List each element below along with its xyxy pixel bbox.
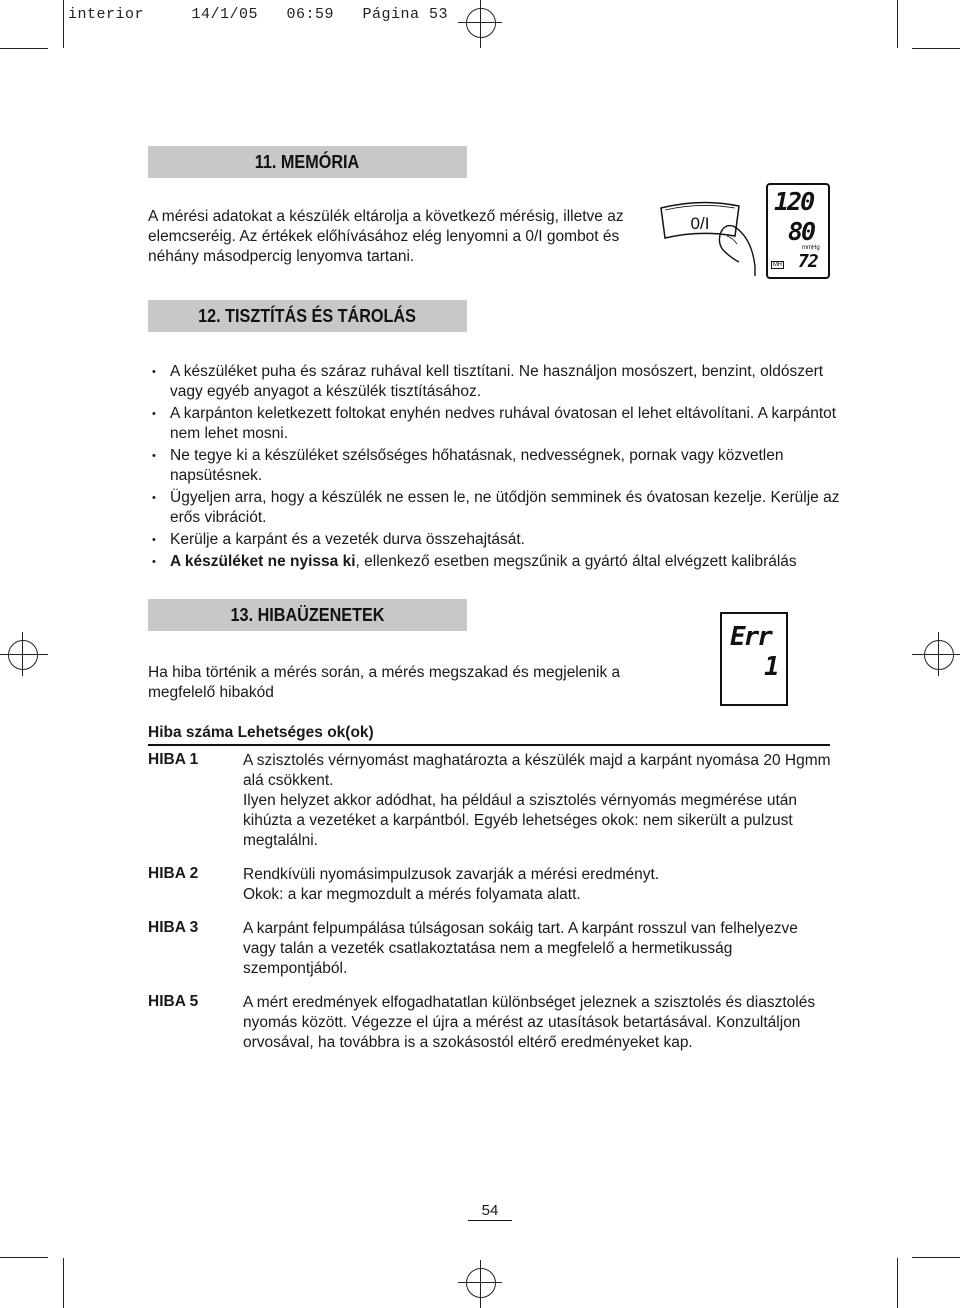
error-description	[243, 919, 833, 979]
list-item	[148, 552, 848, 572]
list-item: • Kerülje a karpánt és a vezeték durva összehajtását.	[148, 530, 848, 550]
table-divider	[148, 744, 830, 746]
memory-icon: MR	[773, 262, 783, 268]
warning-text: A készüléket ne nyissa ki	[170, 553, 356, 570]
error-line: A szisztolés vérnyomást maghatározta a készülék majd a karpánt nyomása 20 Hgmm alá csökkent.	[243, 752, 831, 789]
section-12-heading: 12. TISZTÍTÁS ÉS TÁROLÁS	[148, 300, 467, 332]
unit-label: mmHg	[802, 245, 820, 251]
print-slug: interior 14/1/05 06:59 Página 53	[68, 6, 449, 23]
cleaning-list	[148, 362, 848, 574]
error-line: Okok: a kar megmozdult a mérés folyamata alatt.	[243, 886, 581, 903]
error-line: Ilyen helyzet akkor adódhat, ha például a szisztolés vérnyomás megmérése után kihúzta a vezetéket a karpántból. Egyéb lehetséges okok: nem sikerült a pulzust megtalálni.	[243, 792, 797, 849]
registration-mark	[466, 8, 496, 38]
registration-mark	[466, 1268, 496, 1298]
section-13-heading: 13. HIBAÜZENETEK	[148, 599, 467, 631]
error-code: HIBA 3	[148, 919, 199, 936]
error-table-header: Hiba száma Lehetséges ok(ok)	[148, 724, 374, 741]
error-display	[720, 612, 788, 706]
systolic-reading: 120	[774, 187, 814, 216]
section-11-heading: 11. MEMÓRIA	[148, 146, 467, 178]
page-number: 54	[468, 1202, 512, 1221]
section-13-intro: Ha hiba történik a mérés során, a mérés megszakad és megjelenik a megfelelő hibakód	[148, 664, 621, 701]
lcd-display	[766, 183, 830, 279]
error-description	[243, 865, 833, 905]
button-label: 0/I	[690, 214, 710, 233]
error-code-number: 1	[764, 652, 780, 682]
list-item: • A készüléket puha és száraz ruhával kell tisztítani. Ne használjon mosószert, benzint, oldószert vagy egyéb anyagot a készülék tisztításához.	[148, 362, 848, 402]
diastolic-reading: 80	[788, 217, 815, 246]
registration-mark	[8, 640, 38, 670]
error-line: A mért eredmények elfogadhatatlan különbséget jeleznek a szisztolés és diasztolés nyomás között. Végezze el újra a mérést az utasítások betartásával. Konzultáljon orvosával, ha továbbra is a szokásostól eltérő eredményeket kap.	[243, 994, 816, 1051]
section-11-text: A mérési adatokat a készülék eltárolja a következő mérésig, illetve az elemcseréig. Az értékek előhívásához elég lenyomni a 0/I gombot és néhány másodpercig lenyomva tartani.	[148, 208, 624, 265]
error-description	[243, 751, 833, 851]
error-code: HIBA 1	[148, 751, 199, 768]
error-description	[243, 993, 833, 1053]
power-button-illustration	[655, 196, 760, 276]
warning-rest: , ellenkező esetben megszűnik a gyártó által elvégzett kalibrálás	[355, 553, 797, 570]
list-item: • Ne tegye ki a készüléket szélsőséges hőhatásnak, nedvességnek, pornak vagy közvetlen napsütésnek.	[148, 446, 848, 486]
error-code: HIBA 5	[148, 993, 199, 1010]
error-line: A karpánt felpumpálása túlságosan sokáig tart. A karpánt rosszul van felhelyezve vagy talán a vezeték csatlakoztatása nem a megfelelő a hermetikusság szempontjából.	[243, 920, 798, 977]
list-item: • A karpánton keletkezett foltokat enyhén nedves ruhával óvatosan el lehet eltávolítani. A karpántot nem lehet mosni.	[148, 404, 848, 444]
list-item: • Ügyeljen arra, hogy a készülék ne essen le, ne ütődjön semminek és óvatosan kezelje. Kerülje az erős vibrációt.	[148, 488, 848, 528]
error-code-text: Err	[730, 622, 771, 652]
registration-mark	[924, 640, 954, 670]
error-code: HIBA 2	[148, 865, 199, 882]
pulse-reading: 72	[798, 251, 818, 272]
error-line: Rendkívüli nyomásimpulzusok zavarják a mérési eredményt.	[243, 866, 660, 883]
